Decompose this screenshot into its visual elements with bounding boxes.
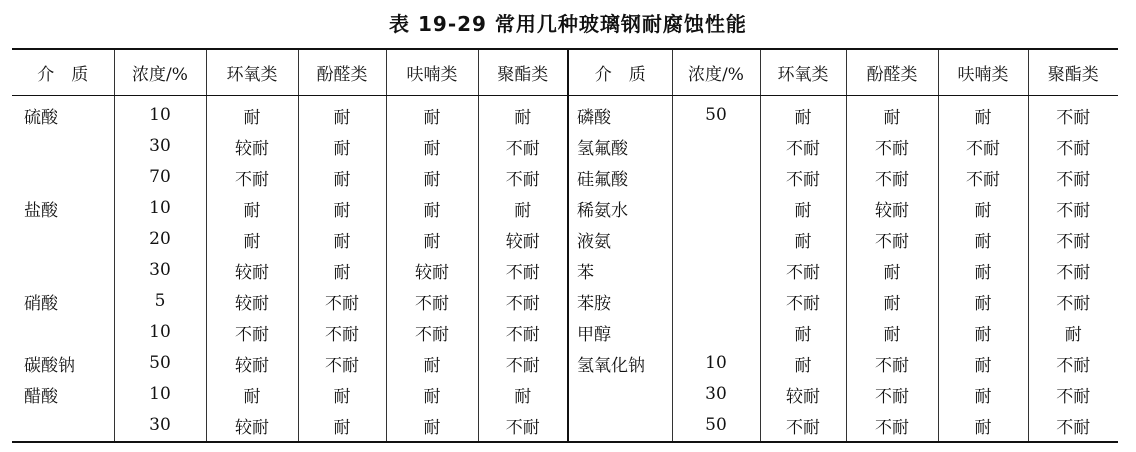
phenolic-cell: 不耐: [298, 348, 386, 379]
concentration-cell: [672, 131, 760, 162]
furan-cell: 耐: [938, 379, 1028, 410]
furan-cell: 不耐: [938, 162, 1028, 193]
polyester-cell: 不耐: [478, 162, 568, 193]
phenolic-cell: 耐: [298, 95, 386, 131]
medium-cell: [12, 131, 114, 162]
epoxy-cell: 不耐: [206, 317, 298, 348]
medium-cell: 硅氟酸: [568, 162, 672, 193]
medium-cell: 醋酸: [24, 386, 58, 407]
concentration-cell: [672, 317, 760, 348]
polyester-cell: 不耐: [1028, 286, 1118, 317]
header-polyester: 聚酯类: [478, 49, 568, 95]
furan-cell: 耐: [386, 95, 478, 131]
medium-cell: [12, 224, 114, 255]
polyester-cell: 不耐: [1028, 95, 1118, 131]
phenolic-cell: 耐: [298, 410, 386, 442]
polyester-cell: 较耐: [478, 224, 568, 255]
epoxy-cell: 较耐: [206, 348, 298, 379]
polyester-cell: 不耐: [1028, 162, 1118, 193]
polyester-cell: 耐: [1028, 317, 1118, 348]
phenolic-cell: 不耐: [298, 286, 386, 317]
corrosion-resistance-table: [12, 48, 1118, 443]
table-row: [12, 286, 1118, 317]
table-row: [12, 410, 1118, 442]
phenolic-cell: 耐: [298, 131, 386, 162]
furan-cell: 耐: [938, 286, 1028, 317]
table-row: [12, 95, 1118, 131]
polyester-cell: 不耐: [478, 317, 568, 348]
header-medium: 介 质: [12, 49, 114, 95]
concentration-cell: [672, 193, 760, 224]
phenolic-cell: 耐: [298, 379, 386, 410]
header-epoxy-2: 环氧类: [760, 49, 846, 95]
polyester-cell: 不耐: [478, 286, 568, 317]
table-body: [12, 95, 1118, 442]
medium-cell: 氢氧化钠: [568, 348, 672, 379]
epoxy-cell: 耐: [206, 379, 298, 410]
epoxy-cell: 耐: [760, 317, 846, 348]
table-row: [12, 162, 1118, 193]
epoxy-cell: 耐: [206, 193, 298, 224]
phenolic-cell: 较耐: [846, 193, 938, 224]
header-medium-2: 介 质: [568, 49, 672, 95]
phenolic-cell: 耐: [846, 286, 938, 317]
epoxy-cell: 耐: [760, 95, 846, 131]
medium-cell: [12, 255, 114, 286]
polyester-cell: 耐: [478, 379, 568, 410]
concentration-cell: [672, 224, 760, 255]
medium-cell: 苯胺: [568, 286, 672, 317]
furan-cell: 耐: [386, 193, 478, 224]
medium-cell: [12, 410, 114, 442]
concentration-cell: 30: [672, 379, 760, 410]
medium-cell: 磷酸: [568, 95, 672, 131]
medium-cell: [568, 410, 672, 442]
concentration-cell: 5: [114, 286, 206, 317]
concentration-cell: 30: [114, 255, 206, 286]
table-row: [12, 348, 1118, 379]
medium-cell: 液氨: [568, 224, 672, 255]
phenolic-cell: 不耐: [298, 317, 386, 348]
epoxy-cell: 不耐: [206, 162, 298, 193]
concentration-cell: [672, 255, 760, 286]
concentration-cell: [672, 286, 760, 317]
epoxy-cell: 较耐: [206, 255, 298, 286]
furan-cell: 耐: [386, 162, 478, 193]
furan-cell: 耐: [938, 193, 1028, 224]
furan-cell: 耐: [386, 410, 478, 442]
medium-cell: 稀氨水: [568, 193, 672, 224]
phenolic-cell: 耐: [298, 162, 386, 193]
medium-cell: [12, 162, 114, 193]
header-furan-2: 呋喃类: [938, 49, 1028, 95]
medium-cell: 碳酸钠: [24, 355, 75, 376]
epoxy-cell: 较耐: [206, 410, 298, 442]
furan-cell: 耐: [938, 224, 1028, 255]
epoxy-cell: 耐: [760, 224, 846, 255]
medium-cell: 硫酸: [24, 107, 58, 128]
polyester-cell: 不耐: [1028, 224, 1118, 255]
header-epoxy: 环氧类: [206, 49, 298, 95]
phenolic-cell: 不耐: [846, 410, 938, 442]
phenolic-cell: 耐: [846, 95, 938, 131]
table-row: [12, 379, 1118, 410]
phenolic-cell: 不耐: [846, 379, 938, 410]
furan-cell: 耐: [386, 131, 478, 162]
furan-cell: 不耐: [938, 131, 1028, 162]
concentration-cell: 50: [114, 348, 206, 379]
medium-cell: [568, 379, 672, 410]
epoxy-cell: 耐: [206, 224, 298, 255]
polyester-cell: 不耐: [478, 131, 568, 162]
epoxy-cell: 较耐: [760, 379, 846, 410]
concentration-cell: 30: [114, 131, 206, 162]
polyester-cell: 不耐: [1028, 131, 1118, 162]
furan-cell: 耐: [386, 379, 478, 410]
phenolic-cell: 耐: [846, 255, 938, 286]
header-polyester-2: 聚酯类: [1028, 49, 1118, 95]
furan-cell: 耐: [938, 317, 1028, 348]
concentration-cell: 50: [672, 410, 760, 442]
concentration-cell: 30: [114, 410, 206, 442]
phenolic-cell: 不耐: [846, 162, 938, 193]
epoxy-cell: 不耐: [760, 131, 846, 162]
table-row: [12, 193, 1118, 224]
epoxy-cell: 耐: [760, 348, 846, 379]
concentration-cell: 10: [114, 317, 206, 348]
phenolic-cell: 耐: [298, 193, 386, 224]
table-row: [12, 317, 1118, 348]
medium-cell: 苯: [568, 255, 672, 286]
furan-cell: 耐: [938, 348, 1028, 379]
furan-cell: 耐: [938, 410, 1028, 442]
medium-cell: 氢氟酸: [568, 131, 672, 162]
furan-cell: 耐: [386, 224, 478, 255]
medium-cell: 盐酸: [24, 200, 58, 221]
concentration-cell: 20: [114, 224, 206, 255]
medium-cell: [12, 317, 114, 348]
concentration-cell: 50: [672, 95, 760, 131]
concentration-cell: 70: [114, 162, 206, 193]
header-phenolic: 酚醛类: [298, 49, 386, 95]
medium-cell: 硝酸: [24, 293, 58, 314]
epoxy-cell: 耐: [206, 95, 298, 131]
phenolic-cell: 耐: [298, 255, 386, 286]
furan-cell: 不耐: [386, 317, 478, 348]
epoxy-cell: 不耐: [760, 162, 846, 193]
header-phenolic-2: 酚醛类: [846, 49, 938, 95]
polyester-cell: 不耐: [1028, 193, 1118, 224]
epoxy-cell: 较耐: [206, 131, 298, 162]
polyester-cell: 耐: [478, 95, 568, 131]
epoxy-cell: 耐: [760, 193, 846, 224]
polyester-cell: 不耐: [478, 348, 568, 379]
polyester-cell: 不耐: [478, 410, 568, 442]
furan-cell: 较耐: [386, 255, 478, 286]
phenolic-cell: 不耐: [846, 131, 938, 162]
phenolic-cell: 耐: [298, 224, 386, 255]
epoxy-cell: 较耐: [206, 286, 298, 317]
concentration-cell: 10: [114, 379, 206, 410]
phenolic-cell: 不耐: [846, 224, 938, 255]
table-row: [12, 131, 1118, 162]
epoxy-cell: 不耐: [760, 255, 846, 286]
furan-cell: 耐: [938, 255, 1028, 286]
polyester-cell: 不耐: [1028, 379, 1118, 410]
polyester-cell: 耐: [478, 193, 568, 224]
polyester-cell: 不耐: [1028, 255, 1118, 286]
epoxy-cell: 不耐: [760, 286, 846, 317]
table-title: 表 19-29 常用几种玻璃钢耐腐蚀性能: [389, 12, 747, 36]
phenolic-cell: 耐: [846, 317, 938, 348]
concentration-cell: 10: [114, 193, 206, 224]
header-row: [12, 49, 1118, 95]
table-row: [12, 255, 1118, 286]
furan-cell: 耐: [938, 95, 1028, 131]
concentration-cell: 10: [672, 348, 760, 379]
table-row: [12, 224, 1118, 255]
concentration-cell: [672, 162, 760, 193]
header-concentration-2: 浓度/%: [672, 49, 760, 95]
medium-cell: 甲醇: [568, 317, 672, 348]
phenolic-cell: 不耐: [846, 348, 938, 379]
polyester-cell: 不耐: [1028, 410, 1118, 442]
polyester-cell: 不耐: [1028, 348, 1118, 379]
furan-cell: 不耐: [386, 286, 478, 317]
concentration-cell: 10: [114, 95, 206, 131]
furan-cell: 耐: [386, 348, 478, 379]
epoxy-cell: 不耐: [760, 410, 846, 442]
polyester-cell: 不耐: [478, 255, 568, 286]
header-concentration: 浓度/%: [114, 49, 206, 95]
header-furan: 呋喃类: [386, 49, 478, 95]
